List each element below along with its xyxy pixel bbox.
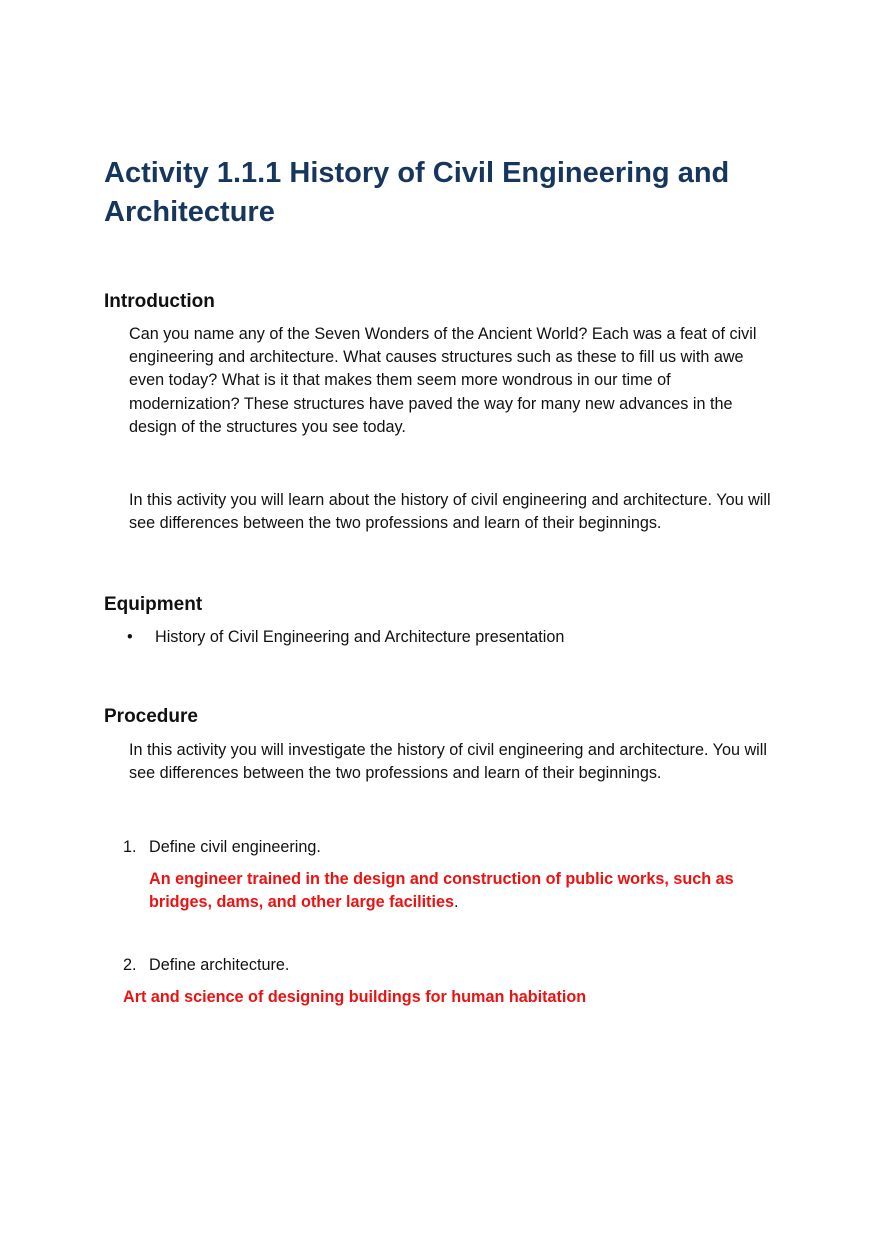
bullet-icon: • [127, 628, 133, 646]
step-number: 2. [123, 956, 137, 974]
step-1-answer-period: . [453, 893, 459, 911]
step-number: 1. [123, 838, 137, 856]
introduction-paragraph: Can you name any of the Seven Wonders of the Ancient World? Each was a feat of civil engineering and architecture. What causes structures such as these to fill us with awe even today? What is it that makes them seem more wondrous in our time of modernization? These structures have paved the way for many new advances in the design of the structures you see today. [129, 325, 757, 436]
equipment-list-item [127, 626, 564, 649]
page-title: Activity 1.1.1 History of Civil Engineering and Architecture [104, 157, 730, 228]
step-1-answer-text: An engineer trained in the design and construction of public works, such as bridges, dams, and other large facilities [149, 870, 734, 911]
introduction-heading: Introduction [104, 291, 215, 312]
step-text: Define architecture. [149, 956, 290, 974]
procedure-paragraph: In this activity you will investigate the history of civil engineering and architecture. You will see differences between the two professions and learn of their beginnings. [129, 741, 767, 783]
step-text: Define civil engineering. [149, 838, 321, 856]
equipment-item-label: History of Civil Engineering and Architecture presentation [155, 628, 565, 646]
procedure-step-2 [123, 954, 289, 977]
step-1-answer [149, 868, 789, 914]
equipment-heading: Equipment [104, 594, 203, 615]
introduction-activity-paragraph: In this activity you will learn about the history of civil engineering and architecture. You will see differences between the two professions and learn of their beginnings. [129, 491, 771, 533]
procedure-heading: Procedure [104, 706, 198, 727]
step-2-answer: Art and science of designing buildings for human habitation [123, 988, 587, 1006]
procedure-step-1 [123, 836, 321, 859]
